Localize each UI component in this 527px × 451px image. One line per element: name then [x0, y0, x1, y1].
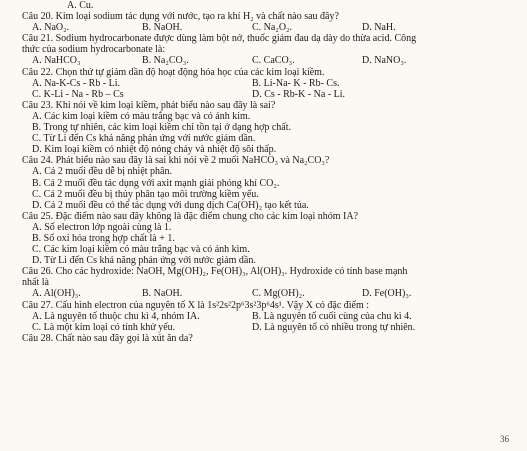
option-d[interactable]: D. Fe(OH)₃. — [362, 288, 412, 300]
option-a[interactable]: A. Số electron lớp ngoài cùng là 1. — [32, 221, 172, 233]
option-b[interactable]: B. Số oxi hóa trong hợp chất là + 1. — [32, 232, 175, 244]
option-c[interactable]: C. Mg(OH)₂. — [252, 288, 305, 300]
option-a[interactable]: A. NaO₂. — [32, 22, 70, 34]
option-b[interactable]: B. Na₂CO₃. — [142, 55, 189, 67]
option-b[interactable]: B. Là nguyên tố cuối cùng của chu kì 4. — [252, 310, 412, 322]
option-a[interactable]: A. Cả 2 muối đều dễ bị nhiệt phân. — [32, 166, 172, 178]
option-a[interactable]: A. Na-K-Cs - Rb - Li. — [32, 77, 121, 89]
question-25-stem: Câu 25. Đặc điểm nào sau đây không là đặc điểm chung cho các kim loại nhóm IA? — [22, 210, 359, 222]
page-number: 36 — [500, 433, 509, 444]
question-27 — [22, 300, 517, 333]
question-20-options — [22, 22, 517, 33]
option-a[interactable]: A. Al(OH)₃. — [32, 288, 81, 300]
option-c[interactable]: C. CaCO₃. — [252, 55, 295, 67]
question-28 — [22, 333, 517, 344]
question-24-stem: Câu 24. Phát biểu nào sau đây là sai khi nói về 2 muối NaHCO₃ và Na₂CO₃? — [22, 155, 330, 167]
question-21-stem-line2: thức của sodium hydrocarbonate là: — [22, 44, 166, 56]
option-a[interactable]: A. Là nguyên tố thuộc chu kì 4, nhóm IA. — [32, 310, 200, 322]
question-26-options — [22, 288, 517, 299]
question-24 — [22, 155, 517, 210]
option-b[interactable]: B. NaOH. — [142, 288, 183, 300]
question-27-options — [22, 311, 517, 333]
option-a[interactable]: A. NaHCO₃ — [32, 55, 81, 67]
q19-option-a: A. Cu. — [67, 0, 94, 11]
option-b[interactable]: B. Cả 2 muối đều tác dụng với axit mạnh giải phóng khí CO₂. — [32, 177, 280, 189]
question-22-options — [22, 78, 517, 100]
question-28-stem: Câu 28. Chất nào sau đây gọi là xút ăn da? — [22, 332, 193, 344]
question-22-stem: Câu 22. Chọn thứ tự giảm dần độ hoạt động hóa học của các kim loại kiềm. — [22, 66, 325, 78]
question-27-stem: Câu 27. Cấu hình electron của nguyên tố X là 1s²2s²2p⁶3s²3p⁶4s¹. Vậy X có đặc điểm : — [22, 299, 370, 311]
question-23-stem: Câu 23. Khi nói về kim loại kiềm, phát biểu nào sau đây là sai? — [22, 99, 276, 111]
option-d[interactable]: D. Cả 2 muối đều có thể tác dụng với dung dịch Ca(OH)₂ tạo kết tủa. — [32, 199, 309, 211]
option-b[interactable]: B. Li-Na- K - Rb- Cs. — [252, 77, 340, 89]
question-26 — [22, 266, 517, 299]
question-20-stem: Câu 20. Kim loại sodium tác dụng với nước, tạo ra khí H₂ và chất nào sau đây? — [22, 11, 339, 23]
question-22 — [22, 67, 517, 100]
option-c[interactable]: C. Từ Li đến Cs khả năng phản ứng với nước giảm dần. — [32, 133, 256, 145]
option-c[interactable]: C. Là một kim loại có tính khử yếu. — [32, 321, 176, 333]
question-21-options — [22, 55, 517, 66]
option-d[interactable]: D. Cs - Rb-K - Na - Li. — [252, 88, 346, 100]
option-d[interactable]: D. NaH. — [362, 22, 396, 34]
option-a[interactable]: A. Các kim loại kiềm có màu trắng bạc và có ánh kim. — [32, 110, 251, 122]
question-26-stem-line1: Câu 26. Cho các hydroxide: NaOH, Mg(OH)₂, Fe(OH)₃, Al(OH)₃. Hydroxide có tính base mạnh — [22, 266, 408, 278]
option-d[interactable]: D. NaNO₃. — [362, 55, 407, 67]
option-b[interactable]: B. NaOH. — [142, 22, 183, 34]
question-25 — [22, 211, 517, 266]
option-c[interactable]: C. K-Li - Na - Rb – Cs — [32, 88, 124, 100]
question-21-stem-line1: Câu 21. Sodium hydrocarbonate được dùng làm bột nở, thuốc giảm đau dạ dày do thừa acid. Công — [22, 33, 417, 45]
question-20 — [22, 11, 517, 33]
option-c[interactable]: C. Cả 2 muối đều bị thủy phân tạo môi trường kiềm yếu. — [32, 188, 259, 200]
option-c[interactable]: C. Các kim loại kiềm có màu trắng bạc và có ánh kim. — [32, 244, 250, 256]
option-c[interactable]: C. Na₂O₂. — [252, 22, 293, 34]
option-b[interactable]: B. Trong tự nhiên, các kim loại kiềm chỉ tồn tại ở dạng hợp chất. — [32, 122, 292, 134]
option-d[interactable]: D. Từ Li đến Cs khả năng phản ứng với nước giảm dần. — [32, 255, 256, 267]
option-d[interactable]: D. Là nguyên tố có nhiều trong tự nhiên. — [252, 321, 416, 333]
option-d[interactable]: D. Kim loại kiềm có nhiệt độ nóng chảy và nhiệt độ sôi thấp. — [32, 144, 277, 156]
question-21 — [22, 33, 517, 66]
question-26-stem-line2: nhất là — [22, 277, 49, 289]
question-23 — [22, 100, 517, 155]
